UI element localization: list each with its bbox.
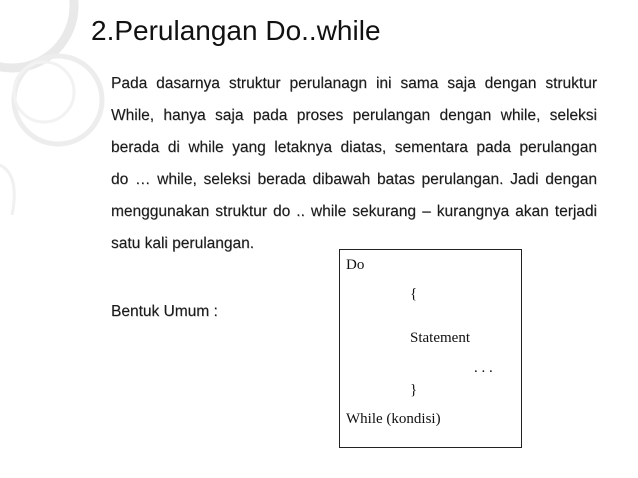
code-statement: Statement (410, 330, 470, 346)
slide-title: 2.Perulangan Do..while (91, 15, 381, 46)
paragraph-line: do … while, seleksi berada dibawah batas perulangan. Jadi dengan (111, 171, 597, 188)
paragraph-line: Pada dasarnya struktur perulanagn ini sama saja dengan struktur (111, 75, 597, 92)
general-form-label: Bentuk Umum : (111, 303, 218, 320)
code-ellipsis: . . . (474, 360, 493, 376)
code-open-brace: { (410, 286, 418, 302)
code-do: Do (346, 257, 365, 273)
code-close-brace: } (410, 382, 418, 398)
syntax-box (339, 249, 522, 448)
code-while: While (kondisi) (346, 411, 441, 427)
paragraph-line: menggunakan struktur do .. while sekurang – kurangnya akan terjadi (111, 203, 597, 220)
description-paragraph (111, 68, 597, 260)
paragraph-line: satu kali perulangan. (111, 235, 255, 252)
paragraph-line: berada di while yang letaknya diatas, sementara pada perulangan (111, 139, 597, 156)
paragraph-line: While, hanya saja pada proses perulangan dengan while, seleksi (111, 107, 597, 124)
